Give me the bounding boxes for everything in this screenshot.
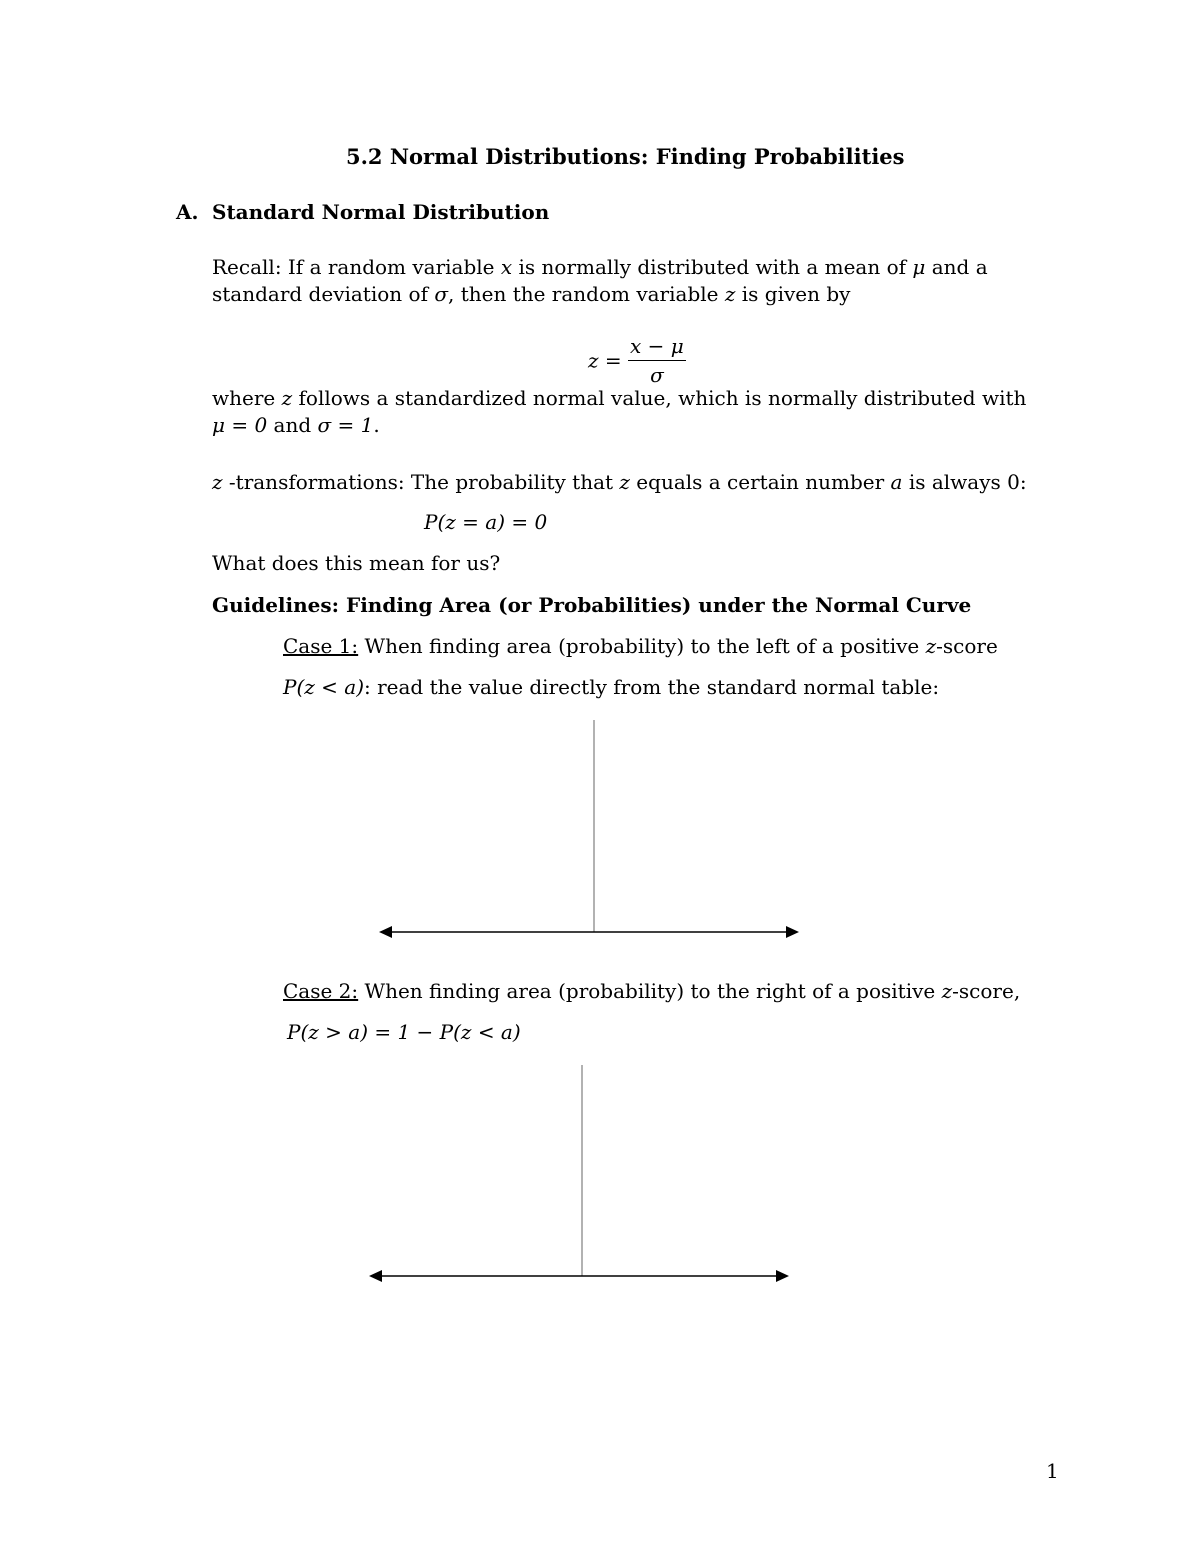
case-2-line: Case 2: When finding area (probability) to the right of a positive z-score, — [283, 979, 1021, 1003]
z-formula-numerator: x − μ — [628, 334, 686, 361]
case-1-left-arrowhead — [379, 926, 392, 938]
z-formula-lhs: z = — [588, 348, 622, 373]
case-2-normal-axis-diagram — [0, 1055, 1200, 1315]
case-1-normal-axis-diagram — [0, 710, 1200, 970]
recall-line-2: standard deviation of σ, then the random variable z is given by — [212, 282, 851, 306]
case-2-right-arrowhead — [776, 1270, 789, 1282]
case-1-formula-line: P(z < a): read the value directly from the standard normal table: — [283, 675, 940, 699]
case-1-label: Case 1: — [283, 634, 359, 658]
page-number: 1 — [1046, 1459, 1059, 1483]
z-equals-a-equation: P(z = a) = 0 — [424, 510, 548, 534]
z-transformations-line: z -transformations: The probability that z equals a certain number a is always 0: — [212, 470, 1027, 494]
recall-line-1: Recall: If a random variable x is normally distributed with a mean of μ and a — [212, 255, 988, 279]
page-title: 5.2 Normal Distributions: Finding Probabilities — [346, 144, 905, 169]
question-text: What does this mean for us? — [212, 551, 501, 575]
section-a-heading: Standard Normal Distribution — [212, 200, 550, 224]
z-formula — [588, 334, 686, 387]
case-1-right-arrowhead — [786, 926, 799, 938]
case-2-left-arrowhead — [369, 1270, 382, 1282]
case-2-formula: P(z > a) = 1 − P(z < a) — [287, 1020, 521, 1044]
z-formula-fraction — [628, 334, 686, 387]
where-line-1: where z follows a standardized normal value, which is normally distributed with — [212, 386, 1027, 410]
guidelines-heading: Guidelines: Finding Area (or Probabilities) under the Normal Curve — [212, 593, 972, 617]
case-2-label: Case 2: — [283, 979, 359, 1003]
z-formula-denominator: σ — [650, 363, 664, 387]
section-a-label: A. — [176, 200, 199, 224]
where-line-2: μ = 0 and σ = 1. — [212, 413, 380, 437]
case-1-line: Case 1: When finding area (probability) to the left of a positive z-score — [283, 634, 998, 658]
